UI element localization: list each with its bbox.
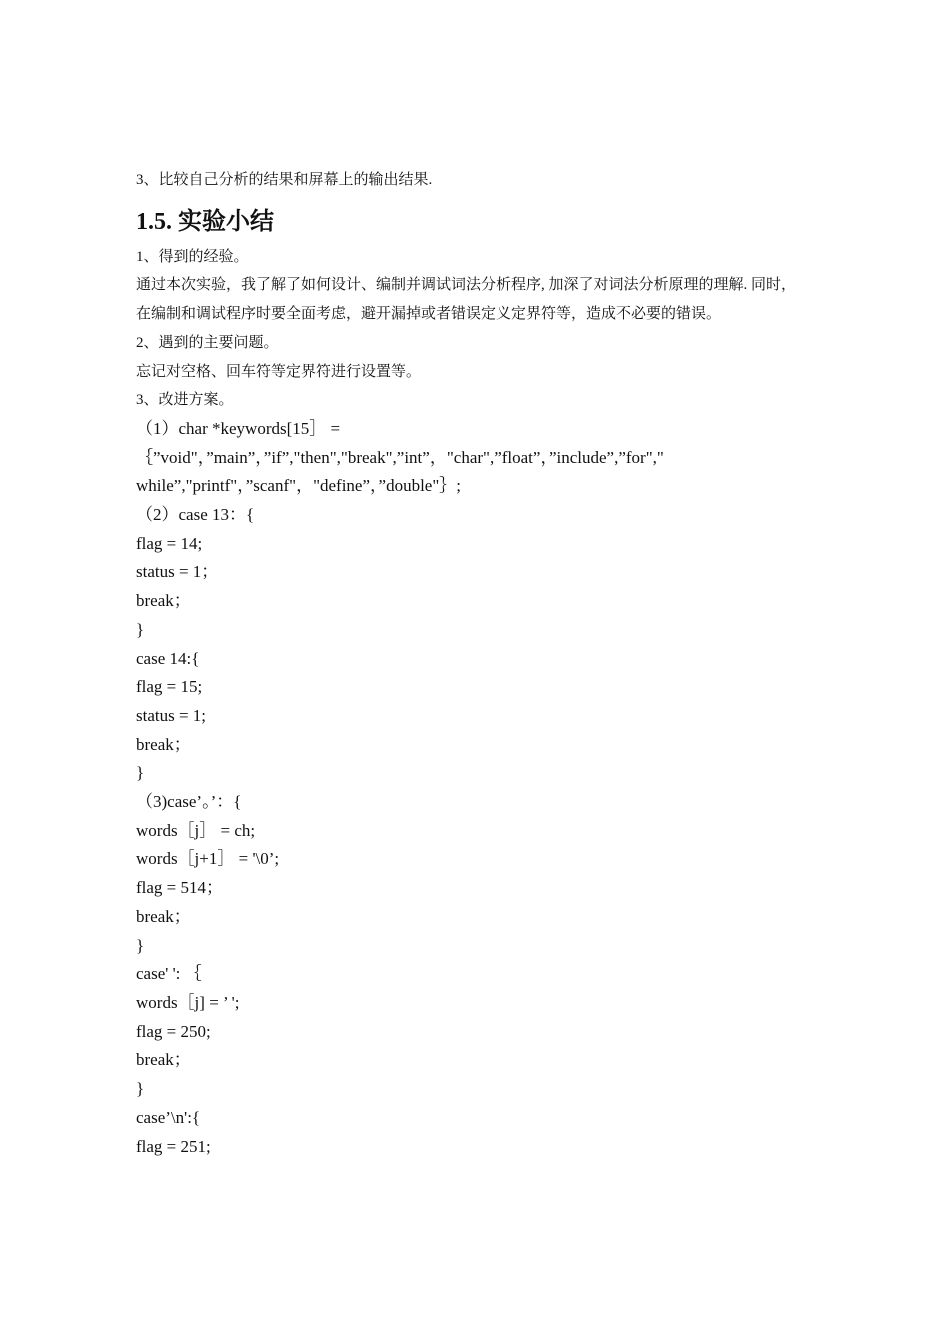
code-line: flag = 250; [136, 1021, 211, 1041]
code-line: } [136, 935, 145, 955]
summary-item-3: 3、改进方案。 [136, 392, 234, 409]
code-line: flag = 251; [136, 1136, 211, 1156]
intro-line: 3、比较自己分析的结果和屏幕上的输出结果. [136, 172, 433, 188]
code-line: （2）case 13：{ [136, 505, 255, 525]
summary-item-2-body: 忘记对空格、回车符等定界符进行设置等。 [136, 363, 422, 380]
code-line: flag = 15; [136, 677, 203, 697]
code-line: ｛”void"，”main”，”if”,"then","break",”int”，"char",”float”，”include”,”for"," [136, 447, 664, 467]
summary-item-1: 1、得到的经验。 [136, 248, 249, 265]
code-line: （3)case’。’：{ [136, 792, 242, 812]
section-heading: 1.5. 实验小结 [136, 208, 274, 235]
code-line: words［j+1］ = '\0’; [136, 849, 280, 869]
code-line: break； [136, 1050, 191, 1070]
code-line: case’\n':{ [136, 1107, 201, 1127]
code-line: status = 1; [136, 705, 207, 725]
code-line: （1）char *keywords[15］ = [136, 418, 341, 438]
code-line: } [136, 763, 145, 783]
code-line: case' ': ｛ [136, 964, 202, 984]
code-line: while”,"printf"，”scanf"，"define”，”double"｝; [136, 476, 462, 496]
summary-item-2: 2、遇到的主要问题。 [136, 334, 279, 351]
code-line: break； [136, 734, 191, 754]
code-line: words［j] = ’ '; [136, 992, 240, 1012]
code-line: flag = 514； [136, 878, 224, 898]
document-page [136, 166, 816, 1161]
code-line: } [136, 619, 145, 639]
code-line: break； [136, 591, 191, 611]
code-line: words［j］ = ch; [136, 820, 256, 840]
summary-item-1-body: 通过本次实验，我了解了如何设计、编制并调试词法分析程序, 加深了对词法分析原理的理解. 同时，在编制和调试程序时要全面考虑，避开漏掉或者错误定义定界符等，造成不必要的错误。 [136, 277, 797, 323]
code-line: break； [136, 906, 191, 926]
code-line: flag = 14; [136, 533, 203, 553]
code-line: case 14:{ [136, 648, 200, 668]
code-line: } [136, 1079, 145, 1099]
code-line: status = 1； [136, 562, 219, 582]
